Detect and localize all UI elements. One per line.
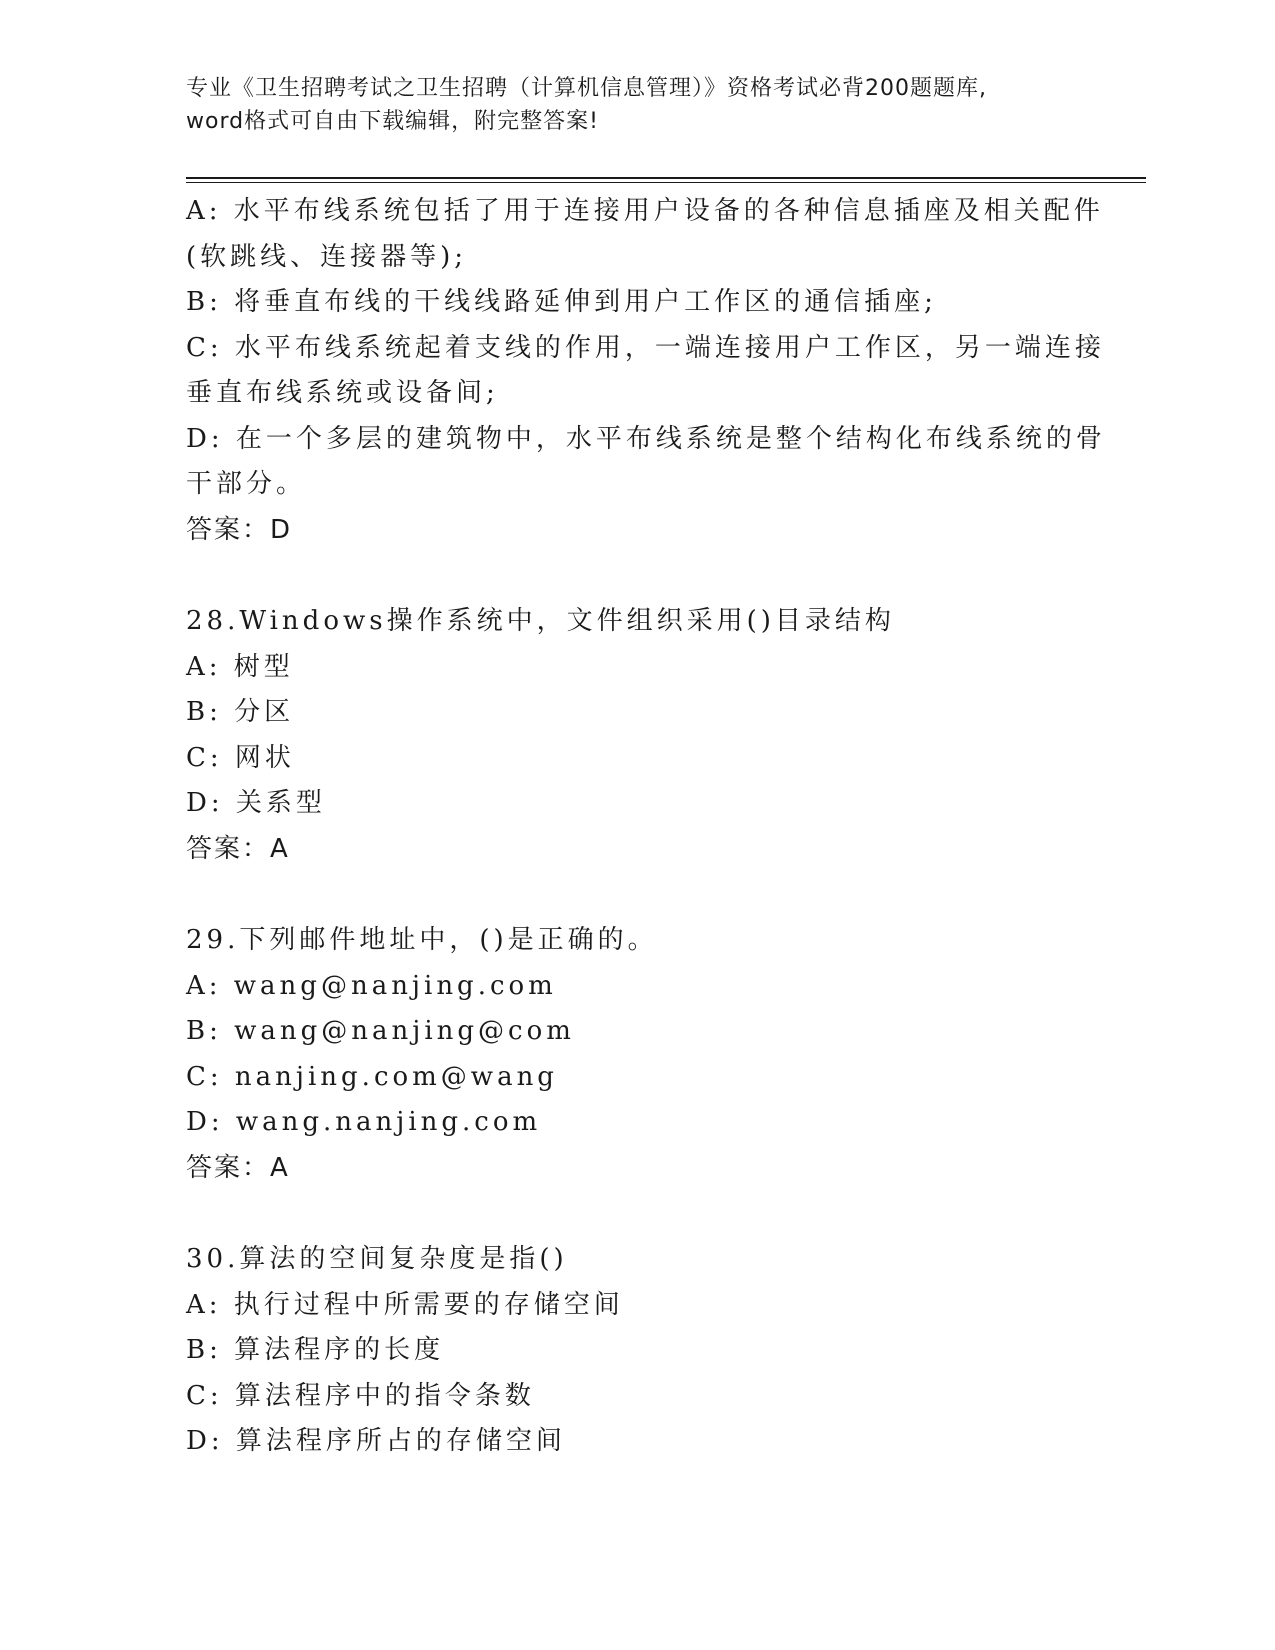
question-text: 30.算法的空间复杂度是指() — [186, 1244, 568, 1274]
option-d: D: 在一个多层的建筑物中，水平布线系统是整个结构化布线系统的骨 — [186, 423, 1106, 454]
option-b: B: 分区 — [186, 697, 295, 727]
question-29 — [186, 918, 1086, 1191]
option-a: A: 水平布线系统包括了用于连接用户设备的各种信息插座及相关配件 — [186, 196, 1104, 226]
option-a: A: wang@nanjing.com — [186, 970, 557, 1001]
option-d-continued: 干部分。 — [186, 469, 307, 499]
question-spacer — [186, 872, 1086, 918]
option-b: B: 将垂直布线的干线线路延伸到用户工作区的通信插座; — [186, 287, 937, 317]
option-c: C: nanjing.com@wang — [186, 1061, 558, 1092]
question-text: 29.下列邮件地址中，()是正确的。 — [186, 925, 658, 955]
header-rule-thin — [186, 182, 1146, 183]
option-d: D: 关系型 — [186, 788, 326, 818]
option-c: C: 算法程序中的指令条数 — [186, 1380, 535, 1411]
answer: 答案：A — [186, 1152, 290, 1183]
option-c: C: 网状 — [186, 742, 295, 773]
option-d: D: 算法程序所占的存储空间 — [186, 1426, 566, 1456]
option-b: B: 算法程序的长度 — [186, 1335, 445, 1365]
option-c: C: 水平布线系统起着支线的作用，一端连接用户工作区，另一端连接 — [186, 332, 1105, 363]
header-rule-thick — [186, 177, 1146, 179]
option-c-continued: 垂直布线系统或设备间; — [186, 378, 499, 408]
option-a: A: 树型 — [186, 651, 294, 682]
header-subtitle-line: word格式可自由下载编辑，附完整答案! — [186, 109, 599, 134]
question-content — [186, 189, 1106, 1465]
question-spacer — [186, 1191, 1086, 1237]
document-header — [186, 72, 1086, 138]
answer: 答案：A — [186, 833, 290, 864]
answer: 答案：D — [186, 514, 293, 545]
question-30 — [186, 1237, 1086, 1465]
question-spacer — [186, 553, 1086, 599]
header-title-line: 专业《卫生招聘考试之卫生招聘（计算机信息管理）》资格考试必背200题题库, — [186, 76, 987, 101]
question-text: 28.Windows操作系统中，文件组织采用()目录结构 — [186, 606, 895, 636]
option-d: D: wang.nanjing.com — [186, 1107, 542, 1137]
option-a-continued: (软跳线、连接器等); — [186, 241, 468, 272]
question-28 — [186, 599, 1086, 872]
option-b: B: wang@nanjing@com — [186, 1016, 575, 1046]
question-27-tail — [186, 189, 1106, 553]
option-a: A: 执行过程中所需要的存储空间 — [186, 1289, 624, 1320]
